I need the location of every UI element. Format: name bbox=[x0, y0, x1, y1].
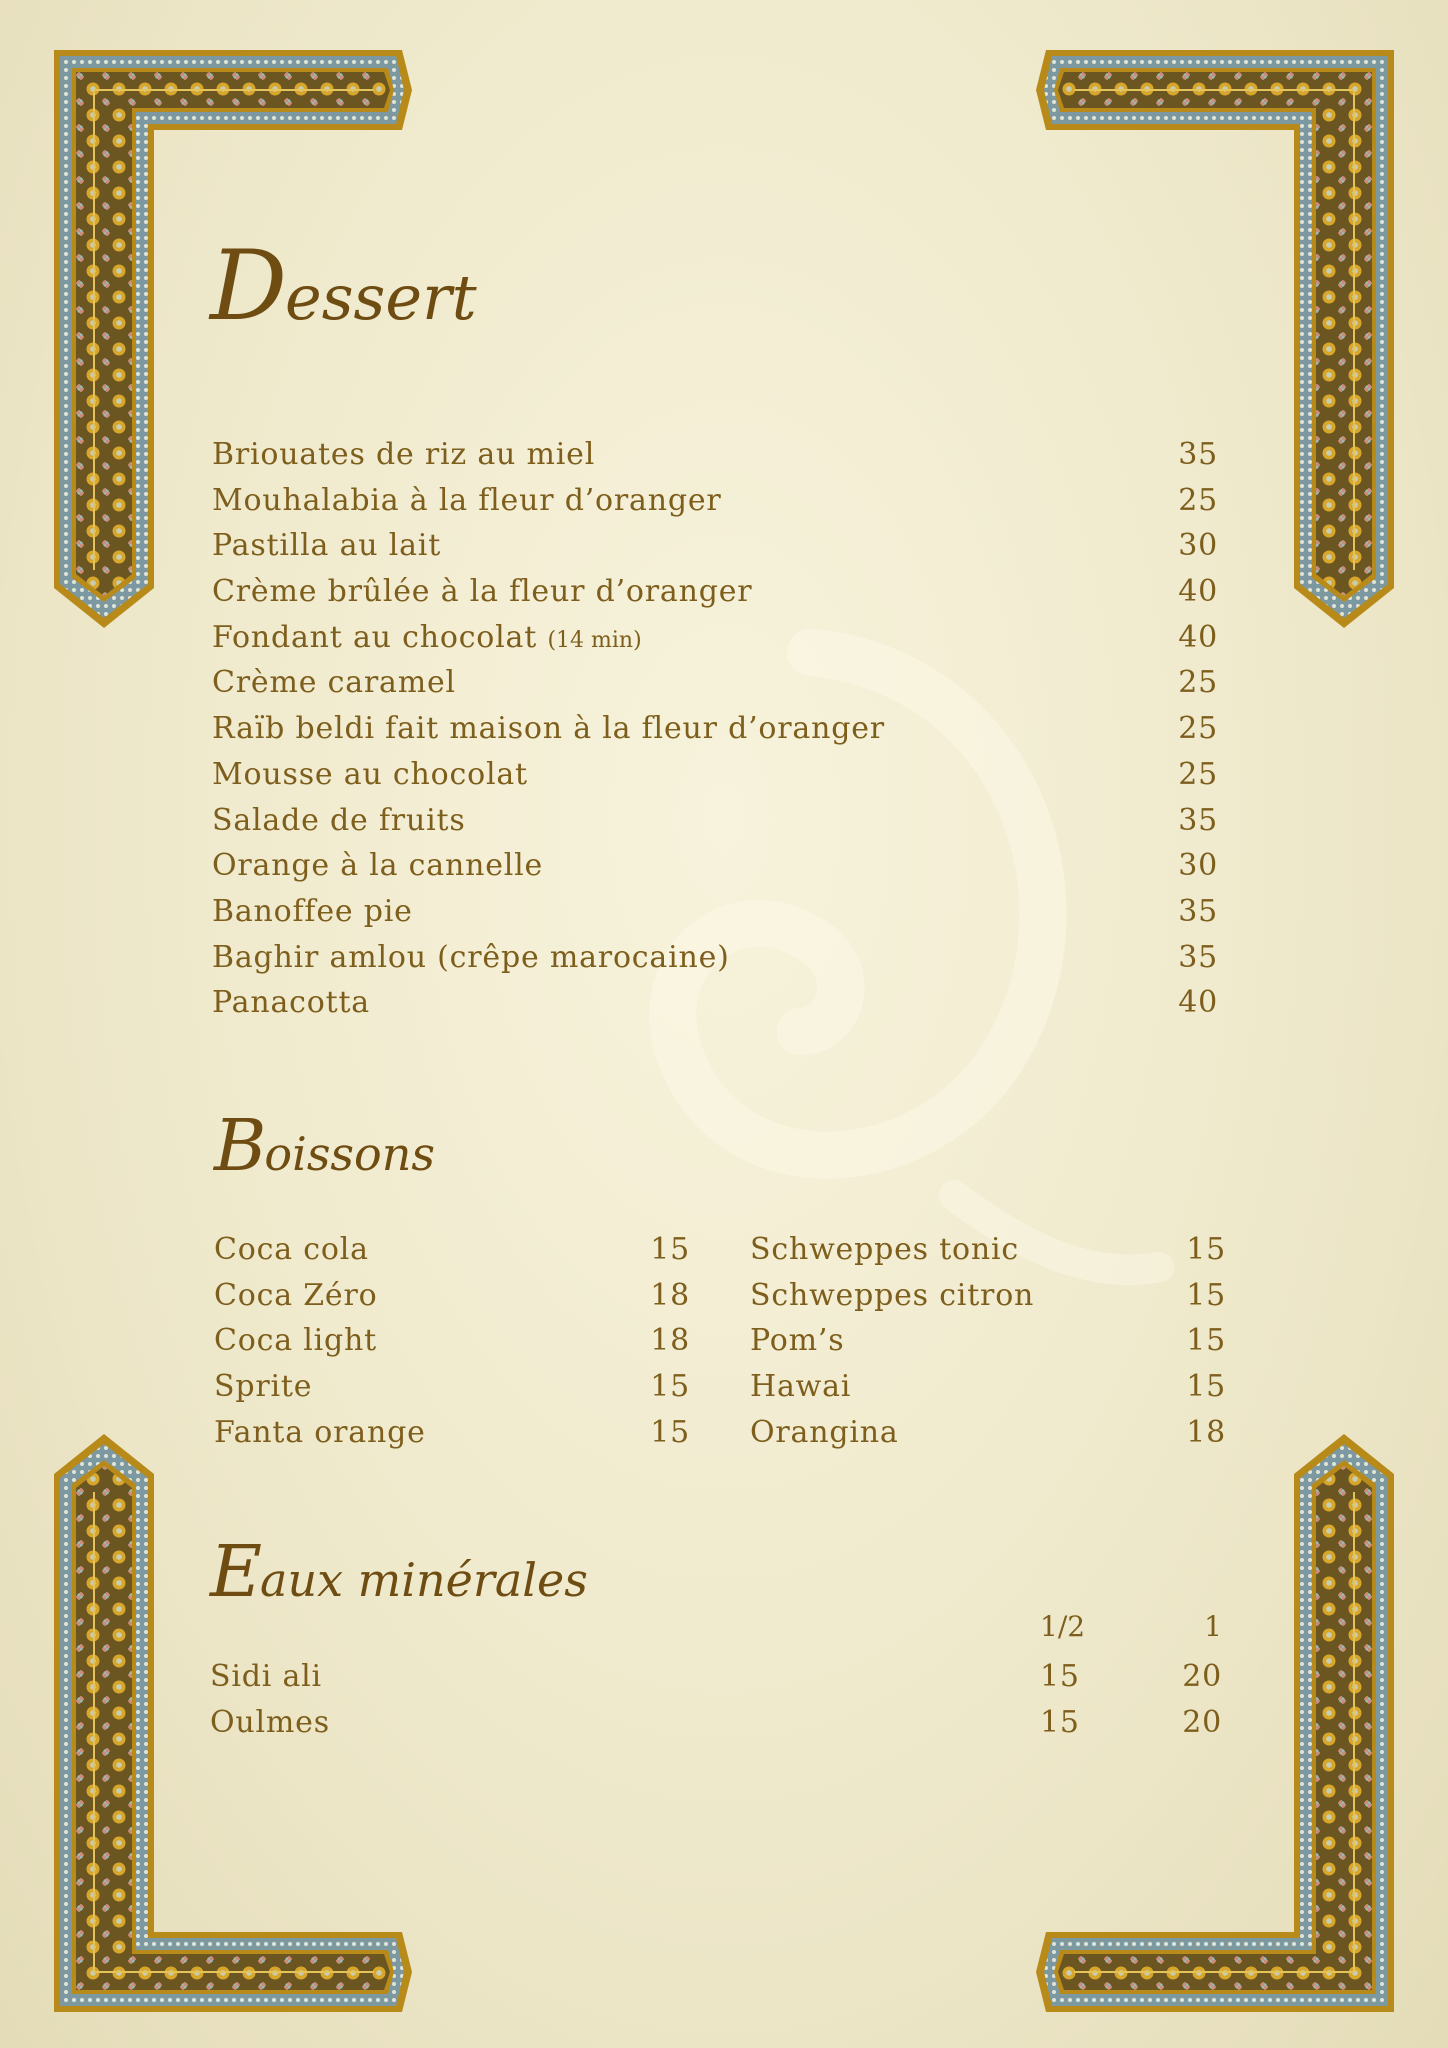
item-price: 15 bbox=[650, 1369, 690, 1405]
boisson-item bbox=[214, 1410, 690, 1456]
dessert-item bbox=[212, 615, 1218, 661]
item-price: 40 bbox=[1178, 985, 1218, 1021]
item-price-full: 20 bbox=[1182, 1704, 1222, 1740]
item-price: 30 bbox=[1178, 528, 1218, 564]
eaux-heading-initial: E bbox=[210, 1530, 261, 1613]
dessert-list bbox=[212, 432, 1218, 1026]
item-price: 30 bbox=[1178, 848, 1218, 884]
item-price: 15 bbox=[1186, 1232, 1226, 1267]
dessert-item bbox=[212, 752, 1218, 798]
dessert-item bbox=[212, 523, 1218, 569]
item-price: 25 bbox=[1178, 665, 1218, 701]
dessert-item bbox=[212, 798, 1218, 844]
dessert-item bbox=[212, 706, 1218, 752]
boissons-list-left bbox=[214, 1227, 690, 1455]
item-name: Sidi ali bbox=[210, 1659, 322, 1694]
item-price-half: 15 bbox=[1040, 1704, 1080, 1740]
dessert-item bbox=[212, 843, 1218, 889]
item-name: Sprite bbox=[214, 1369, 313, 1405]
boissons-list-right bbox=[750, 1227, 1226, 1455]
item-price: 15 bbox=[1186, 1369, 1226, 1405]
item-price: 40 bbox=[1178, 574, 1218, 610]
dessert-heading-initial: D bbox=[210, 230, 286, 342]
boisson-item bbox=[214, 1318, 690, 1364]
item-name: Mousse au chocolat bbox=[212, 756, 528, 792]
item-name: Pastilla au lait bbox=[212, 528, 442, 564]
item-price: 40 bbox=[1178, 619, 1218, 655]
boisson-item bbox=[750, 1318, 1226, 1364]
item-price-full: 20 bbox=[1182, 1659, 1222, 1694]
item-price: 25 bbox=[1178, 756, 1218, 792]
item-price: 35 bbox=[1178, 802, 1218, 838]
item-name: Fondant au chocolat bbox=[212, 619, 538, 655]
item-price: 18 bbox=[650, 1323, 690, 1359]
item-price: 35 bbox=[1178, 893, 1218, 929]
dessert-item bbox=[212, 432, 1218, 478]
eau-item bbox=[210, 1654, 1222, 1700]
item-price: 18 bbox=[1186, 1414, 1226, 1450]
boissons-heading bbox=[214, 1104, 435, 1187]
boisson-item bbox=[214, 1364, 690, 1410]
boisson-item bbox=[750, 1273, 1226, 1319]
eaux-size-header bbox=[1040, 1610, 1222, 1643]
item-name: Schweppes tonic bbox=[750, 1232, 1020, 1267]
eaux-heading-rest: aux minérales bbox=[260, 1553, 588, 1607]
dessert-item bbox=[212, 569, 1218, 615]
item-name: Oulmes bbox=[210, 1704, 330, 1740]
item-name: Coca Zéro bbox=[214, 1277, 378, 1313]
boisson-item bbox=[750, 1364, 1226, 1410]
item-name: Raïb beldi fait maison à la fleur d’oranger bbox=[212, 711, 885, 747]
item-name: Crème caramel bbox=[212, 665, 456, 701]
dessert-item bbox=[212, 935, 1218, 981]
dessert-item bbox=[212, 478, 1218, 524]
size-half-label: 1/2 bbox=[1040, 1610, 1086, 1643]
item-name: Coca light bbox=[214, 1323, 378, 1359]
item-name: Orangina bbox=[750, 1414, 899, 1450]
dessert-item bbox=[212, 660, 1218, 706]
item-name: Panacotta bbox=[212, 985, 370, 1021]
item-name: Salade de fruits bbox=[212, 802, 466, 838]
item-name: Baghir amlou (crêpe marocaine) bbox=[212, 939, 730, 975]
boisson-item bbox=[214, 1227, 690, 1273]
eau-item bbox=[210, 1700, 1222, 1746]
item-name: Banoffee pie bbox=[212, 893, 413, 929]
item-price: 25 bbox=[1178, 482, 1218, 518]
eaux-list bbox=[210, 1654, 1222, 1745]
item-price: 15 bbox=[650, 1232, 690, 1267]
item-name: Schweppes citron bbox=[750, 1277, 1035, 1313]
dessert-heading-rest: essert bbox=[285, 261, 477, 334]
dessert-item bbox=[212, 980, 1218, 1026]
item-name: Fanta orange bbox=[214, 1414, 426, 1450]
item-price: 15 bbox=[650, 1414, 690, 1450]
item-name: Pom’s bbox=[750, 1323, 845, 1359]
item-name: Hawai bbox=[750, 1369, 852, 1405]
item-price: 15 bbox=[1186, 1323, 1226, 1359]
boissons-heading-rest: oissons bbox=[264, 1127, 435, 1181]
item-price: 35 bbox=[1178, 939, 1218, 975]
item-name: Coca cola bbox=[214, 1232, 369, 1267]
size-full-label: 1 bbox=[1204, 1610, 1222, 1643]
item-name: Mouhalabia à la fleur d’oranger bbox=[212, 482, 722, 518]
item-price: 15 bbox=[1186, 1277, 1226, 1313]
item-name: Orange à la cannelle bbox=[212, 848, 544, 884]
item-price: 25 bbox=[1178, 711, 1218, 747]
boisson-item bbox=[214, 1273, 690, 1319]
boisson-item bbox=[750, 1227, 1226, 1273]
eaux-heading bbox=[210, 1530, 588, 1613]
item-note: (14 min) bbox=[547, 627, 642, 653]
item-price-half: 15 bbox=[1040, 1659, 1080, 1694]
item-price: 18 bbox=[650, 1277, 690, 1313]
boissons-heading-initial: B bbox=[214, 1104, 265, 1187]
item-price: 35 bbox=[1178, 437, 1218, 472]
dessert-item bbox=[212, 889, 1218, 935]
dessert-heading bbox=[210, 230, 477, 342]
boisson-item bbox=[750, 1410, 1226, 1456]
item-name: Briouates de riz au miel bbox=[212, 437, 596, 472]
item-name: Crème brûlée à la fleur d’oranger bbox=[212, 574, 753, 610]
